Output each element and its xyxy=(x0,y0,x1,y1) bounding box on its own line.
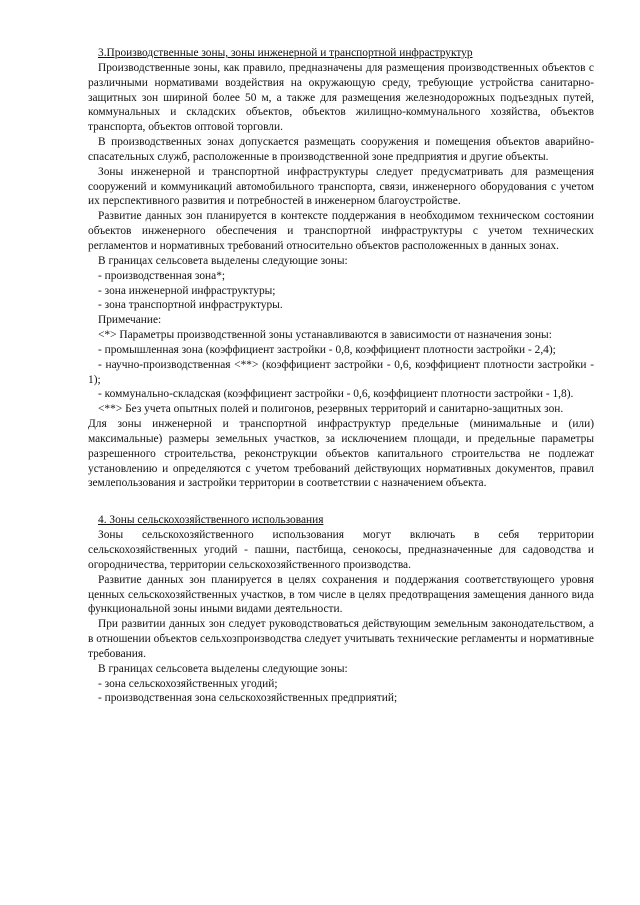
section-3-paragraph-2: В производственных зонах допускается размещать сооружения и помещения объектов аварийно-спасательных служб, расположенные в производственной зоне предприятия и другие объекты. xyxy=(88,136,594,163)
section-3-zone-item: - зона транспортной инфраструктуры. xyxy=(98,299,283,312)
section-gap xyxy=(88,491,594,513)
section-3-title: 3.Производственные зоны, зоны инженерной и транспортной инфраструктур xyxy=(98,47,473,59)
section-4-zones-intro: В границах сельсовета выделены следующие зоны: xyxy=(98,662,348,675)
section-4-title: 4. Зоны сельскохозяйственного использования xyxy=(98,514,324,527)
note-item: - научно-производственная <**> (коэффициент застройки - 0,6, коэффициент плотности застройки - 1); xyxy=(88,358,594,386)
section-3-paragraph-3: Зоны инженерной и транспортной инфраструктуры следует предусматривать для размещения сооружений и коммуникаций автомобильного транспорта, связи, инженерного оборудования с учетом их перспективного развития и потребностей в инженерном благоустройстве. xyxy=(88,165,594,208)
section-4-paragraph-2: Развитие данных зон планируется в целях сохранения и поддержания соответствующего уровня ценных сельскохозяйственных участков, в том числе в целях предотвращения замещения данного вида функциональной зоны иными видами деятельности. xyxy=(88,573,594,616)
section-4-zone-item: - зона сельскохозяйственных угодий; xyxy=(98,677,278,690)
section-4-paragraph-1: Зоны сельскохозяйственного использования могут включать в себя территории сельскохозяйственных угодий - пашни, пастбища, сенокосы, предназначенные для садоводства и огородничества, территории сельскохозяйственного производства. xyxy=(88,529,594,571)
note-1: <*> Параметры производственной зоны устанавливаются в зависимости от назначения зоны: xyxy=(98,329,552,342)
note-label: Примечание: xyxy=(98,314,162,327)
note-item: - коммунально-складская (коэффициент застройки - 0,6, коэффициент плотности застройки - 1,8). xyxy=(98,388,574,401)
section-4-zone-item: - производственная зона сельскохозяйственных предприятий; xyxy=(98,692,398,705)
section-3-paragraph-4: Развитие данных зон планируется в контексте поддержания в необходимом техническом состоянии объектов инженерного обеспечения и транспортной инфраструктуры с учетом технических регламентов и нормативных требований относительно объектов расположенных в данных зонах. xyxy=(88,210,594,252)
note-2: <**> Без учета опытных полей и полигонов, резервных территорий и санитарно-защитных зон. xyxy=(98,403,564,416)
document-page xyxy=(88,46,594,706)
section-3-paragraph-5: Для зоны инженерной и транспортной инфраструктур предельные (минимальные и (или) максимальные) размеры земельных участков, за исключением площади, и предельные параметры разрешенного строительства, реконструкции объектов капитального строительства не подлежат установлению и определяются с учетом требований действующих нормативных документов, правил землепользования и застройки территории в соответствии с назначением объекта. xyxy=(88,418,594,490)
section-3-paragraph-1: Производственные зоны, как правило, предназначены для размещения производственных объектов с различными нормативами воздействия на окружающую среду, требующие устройства санитарно-защитных зон шириной более 50 м, а также для размещения железнодорожных подъездных путей, коммунальных и складских объектов, объектов жилищно-коммунального хозяйства, объектов транспорта, объектов оптовой торговли. xyxy=(88,61,594,134)
note-item: - промышленная зона (коэффициент застройки - 0,8, коэффициент плотности застройки - 2,4); xyxy=(98,343,556,356)
section-3-zones-intro: В границах сельсовета выделены следующие зоны: xyxy=(98,254,348,267)
section-4-paragraph-3: При развитии данных зон следует руководствоваться действующим земельным законодательством, а в отношении объектов сельхозпроизводства следует учитывать технические регламенты и нормативные требования. xyxy=(88,618,594,660)
section-3-zone-item: - производственная зона*; xyxy=(98,269,226,282)
section-3-zone-item: - зона инженерной инфраструктуры; xyxy=(98,284,276,297)
